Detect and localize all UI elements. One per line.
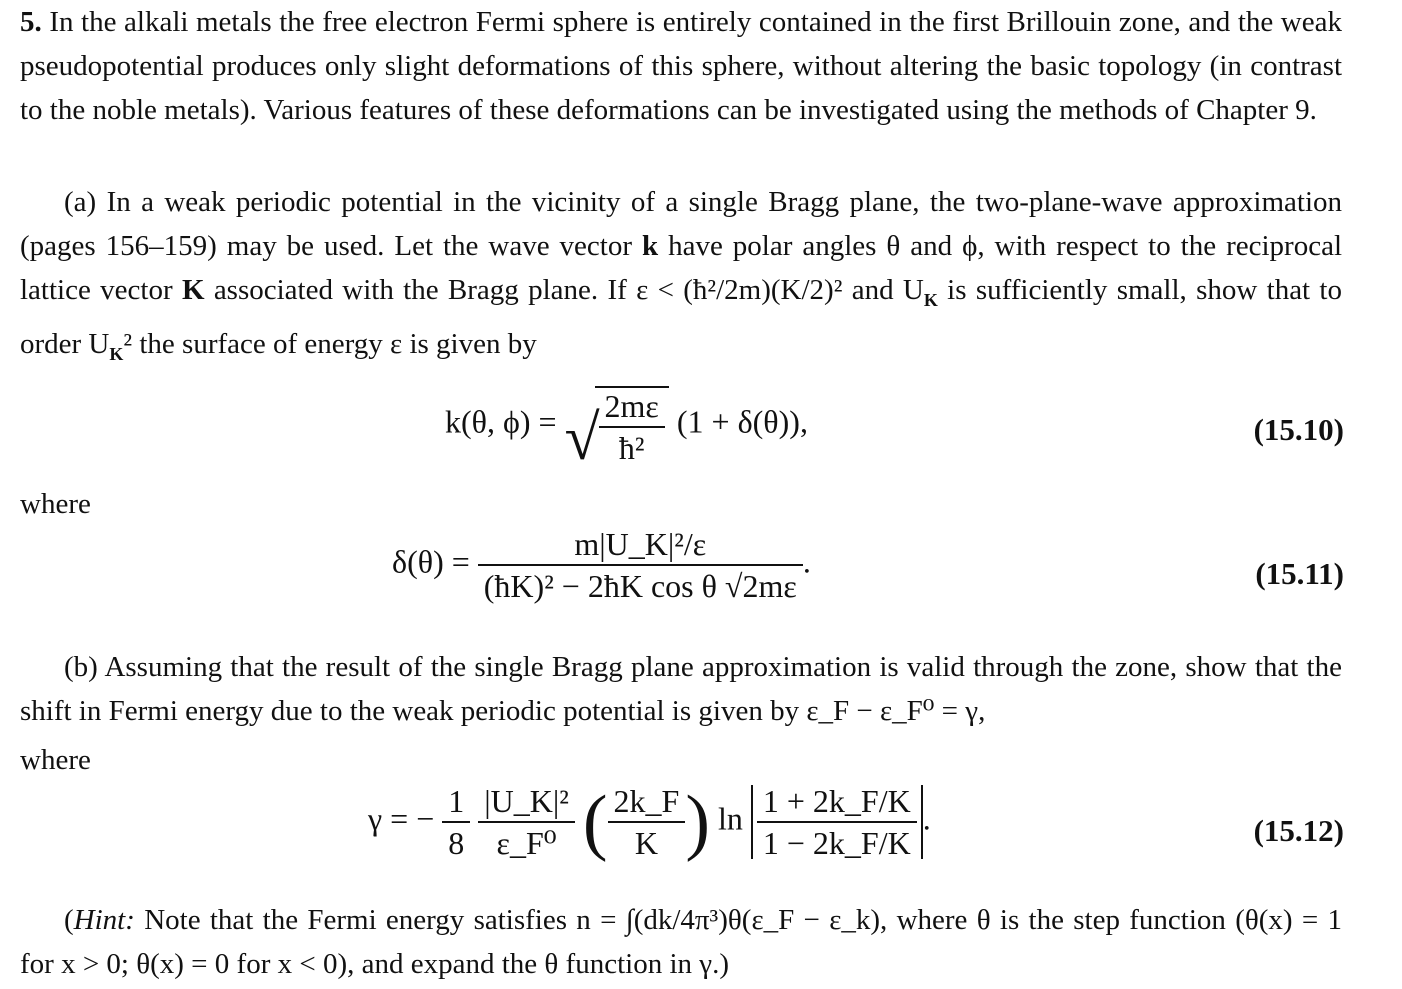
subscript-K-1: K [923,289,938,310]
problem-intro-text: In the alkali metals the free electron Fermi sphere is entirely contained in the first Brillouin zone, and the weak pseudopotential produces only slight deformations of this sphere, without altering the basic topology (in contrast to the noble metals). Various features of these deformations can be investigated using the methods of Chapter 9. [20,6,1342,126]
eq-15-10-den: ħ² [618,430,645,466]
equation-15-10 [445,386,808,473]
problem-number: 5. [20,6,42,38]
part-b-label: (b) [64,651,98,683]
eq-15-12-f3-num: 2k_F [608,785,686,823]
part-a-text-2: have polar angles θ and ϕ, with respect to the reciprocal lattice vector [20,230,1342,306]
eq-15-11-num: m|U_K|²/ε [478,528,803,566]
part-a-text-1: In a weak periodic potential in the vicinity of a single Bragg plane, the two-plane-wave approximation (pages 156–159) may be used. Let the wave vector [20,186,1342,262]
hint [20,898,1342,986]
eq-15-10-rhs: (1 + δ(θ)), [676,403,808,440]
eq-15-12-f1-den: 8 [448,825,465,861]
eq-15-12-f1-num: 1 [442,785,470,823]
where-2: where [20,744,91,776]
subscript-K-2: K [109,343,124,364]
eq-15-11-lhs: δ(θ) = [392,543,470,580]
K-vector: K [181,274,205,306]
part-a-text-4: is sufficiently small, show that to order U [20,274,1342,360]
part-a [20,180,1342,376]
eq-15-12-ln: ln [717,800,743,837]
eq-15-12-lhs: γ = − [368,800,435,837]
eq-15-12-f2-den: ε_F⁰ [496,825,557,861]
hint-text: Note that the Fermi energy satisfies n = ∫(dk/4π³)θ(ε_F − ε_k), where θ is the step function (θ(x) = 1 for x > 0; θ(x) = 0 for x < 0), and expand the θ function in γ.) [20,904,1342,980]
part-a-text-5: ² the surface of energy ε is given by [123,327,537,360]
eq-15-12-f4-num: 1 + 2k_F/K [757,785,917,823]
eq-number-15-12: (15.12) [1253,813,1344,848]
sqrt-symbol: √ $\frac{2m\varepsilon}{\text{ħ²}}$ [565,386,669,464]
absolute-value-bars [751,785,923,859]
hint-open-paren: ( [64,904,74,936]
equation-15-12 [368,781,931,863]
eq-15-12-f2-num: |U_K|² [478,785,575,823]
eq-15-11-tail: . [802,543,811,580]
k-vector: k [641,230,659,262]
eq-15-10-lhs: k(θ, ϕ) = [445,403,557,440]
problem-intro [20,0,1342,132]
eq-15-10-num: 2mε [599,390,665,428]
eq-15-12-f4-den: 1 − 2k_F/K [762,825,911,861]
hint-label: Hint: [73,904,135,936]
part-b [20,645,1342,733]
equation-15-11 [392,528,811,602]
part-b-text: Assuming that the result of the single Bragg plane approximation is valid through the zone, show that the shift in Fermi energy due to the weak periodic potential is given by ε_F − ε_F⁰ = γ, [20,651,1342,727]
right-paren: ) [685,781,710,863]
eq-15-12-tail: . [922,800,931,837]
eq-15-11-den: (ħK)² − 2ħK cos θ √2mε [483,568,797,604]
eq-number-15-11: (15.11) [1255,556,1344,591]
eq-15-12-f3-den: K [634,825,658,861]
part-a-label: (a) [64,186,97,218]
eq-number-15-10: (15.10) [1253,412,1344,447]
left-paren: ( [582,781,608,863]
part-a-text-3: associated with the Bragg plane. If ε < (ħ²/2m)(K/2)² and U [204,274,924,306]
where-1: where [20,488,91,520]
